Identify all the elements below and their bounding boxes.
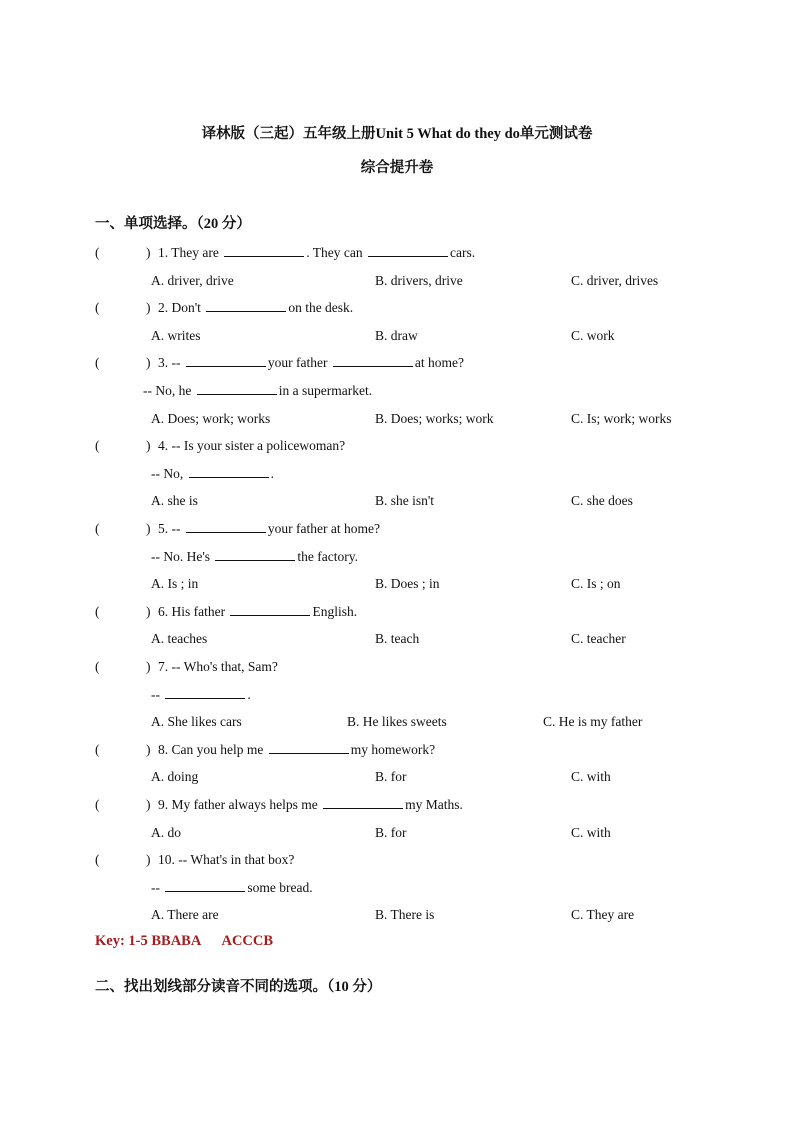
question-5 <box>95 519 735 539</box>
answer-blank[interactable] <box>197 381 277 395</box>
question-stem: 5. -- your father at home? <box>158 521 380 536</box>
question-stem: 4. -- Is your sister a policewoman? <box>158 438 346 453</box>
question-1 <box>95 243 735 263</box>
option-a: A. She likes cars <box>151 714 242 729</box>
section-2-heading: 二、找出划线部分读音不同的选项。（10 分） <box>95 979 382 995</box>
section-1-heading: 一、单项选择。（20 分） <box>95 216 251 232</box>
question-9 <box>95 795 735 815</box>
option-c: C. she does <box>571 493 633 508</box>
question-7 <box>95 657 735 677</box>
document-title: 译林版（三起）五年级上册Unit 5 What do they do单元测试卷 <box>201 126 593 142</box>
answer-blank[interactable] <box>333 353 413 367</box>
option-b: B. Does ; in <box>375 576 440 591</box>
option-a: A. teaches <box>151 631 208 646</box>
option-c: C. Is ; on <box>571 576 621 591</box>
option-c: C. They are <box>571 907 635 922</box>
question-stem: 6. His father English. <box>158 604 358 619</box>
option-a: A. writes <box>151 328 201 343</box>
answer-paren-open: ( <box>95 245 100 260</box>
question-stem: 3. -- your father at home? <box>158 355 464 370</box>
answer-paren-close: ) <box>146 521 151 536</box>
question-stem: 2. Don't on the desk. <box>158 300 354 315</box>
question-4 <box>95 436 735 456</box>
question-8 <box>95 740 735 760</box>
dialogue-response: -- some bread. <box>151 880 313 895</box>
answer-blank[interactable] <box>186 519 266 533</box>
dialogue-response: -- No, . <box>151 466 274 481</box>
question-stem: 1. They are . They can cars. <box>158 245 476 260</box>
option-b: B. He likes sweets <box>347 714 447 729</box>
answer-paren-close: ) <box>146 245 151 260</box>
answer-paren-open: ( <box>95 355 100 370</box>
answer-paren-open: ( <box>95 521 100 536</box>
answer-paren-close: ) <box>146 659 151 674</box>
answer-paren-open: ( <box>95 438 100 453</box>
option-b: B. There is <box>375 907 435 922</box>
answer-paren-open: ( <box>95 797 100 812</box>
option-c: C. with <box>571 825 611 840</box>
answer-blank[interactable] <box>186 353 266 367</box>
answer-paren-open: ( <box>95 300 100 315</box>
option-a: A. driver, drive <box>151 273 234 288</box>
question-stem: 8. Can you help me my homework? <box>158 742 436 757</box>
question-2 <box>95 298 735 318</box>
option-b: B. Does; works; work <box>375 411 494 426</box>
answer-blank[interactable] <box>189 464 269 478</box>
question-stem: 9. My father always helps me my Maths. <box>158 797 463 812</box>
option-a: A. Is ; in <box>151 576 199 591</box>
answer-blank[interactable] <box>206 298 286 312</box>
question-3 <box>95 353 735 373</box>
option-a: A. she is <box>151 493 198 508</box>
option-c: C. teacher <box>571 631 626 646</box>
answer-paren-close: ) <box>146 300 151 315</box>
answer-blank[interactable] <box>368 243 448 257</box>
option-a: A. Does; work; works <box>151 411 271 426</box>
answer-paren-close: ) <box>146 852 151 867</box>
answer-paren-close: ) <box>146 742 151 757</box>
dialogue-response: -- No, he in a supermarket. <box>143 383 373 398</box>
option-a: A. doing <box>151 769 199 784</box>
answer-paren-open: ( <box>95 604 100 619</box>
question-10 <box>95 850 735 870</box>
answer-paren-close: ) <box>146 604 151 619</box>
option-b: B. for <box>375 769 407 784</box>
answer-blank[interactable] <box>224 243 304 257</box>
answer-blank[interactable] <box>269 740 349 754</box>
answer-paren-close: ) <box>146 438 151 453</box>
answer-paren-close: ) <box>146 355 151 370</box>
dialogue-response: -- . <box>151 687 251 702</box>
answer-blank[interactable] <box>230 602 310 616</box>
document-subtitle: 综合提升卷 <box>360 160 434 176</box>
option-b: B. for <box>375 825 407 840</box>
answer-paren-open: ( <box>95 852 100 867</box>
answer-blank[interactable] <box>215 547 295 561</box>
question-6 <box>95 602 735 622</box>
option-a: A. There are <box>151 907 219 922</box>
option-b: B. teach <box>375 631 420 646</box>
dialogue-response: -- No. He's the factory. <box>151 549 359 564</box>
option-c: C. with <box>571 769 611 784</box>
answer-paren-close: ) <box>146 797 151 812</box>
answer-blank[interactable] <box>165 685 245 699</box>
question-stem: 7. -- Who's that, Sam? <box>158 659 278 674</box>
answer-paren-open: ( <box>95 742 100 757</box>
option-b: B. draw <box>375 328 418 343</box>
option-c: C. He is my father <box>543 714 643 729</box>
question-stem: 10. -- What's in that box? <box>158 852 295 867</box>
option-c: C. driver, drives <box>571 273 659 288</box>
answer-paren-open: ( <box>95 659 100 674</box>
option-c: C. Is; work; works <box>571 411 672 426</box>
option-a: A. do <box>151 825 181 840</box>
option-b: B. she isn't <box>375 493 435 508</box>
option-b: B. drivers, drive <box>375 273 463 288</box>
answer-key: Key: 1-5 BBABA ACCCB <box>95 933 274 949</box>
answer-blank[interactable] <box>165 878 245 892</box>
option-c: C. work <box>571 328 615 343</box>
answer-blank[interactable] <box>323 795 403 809</box>
